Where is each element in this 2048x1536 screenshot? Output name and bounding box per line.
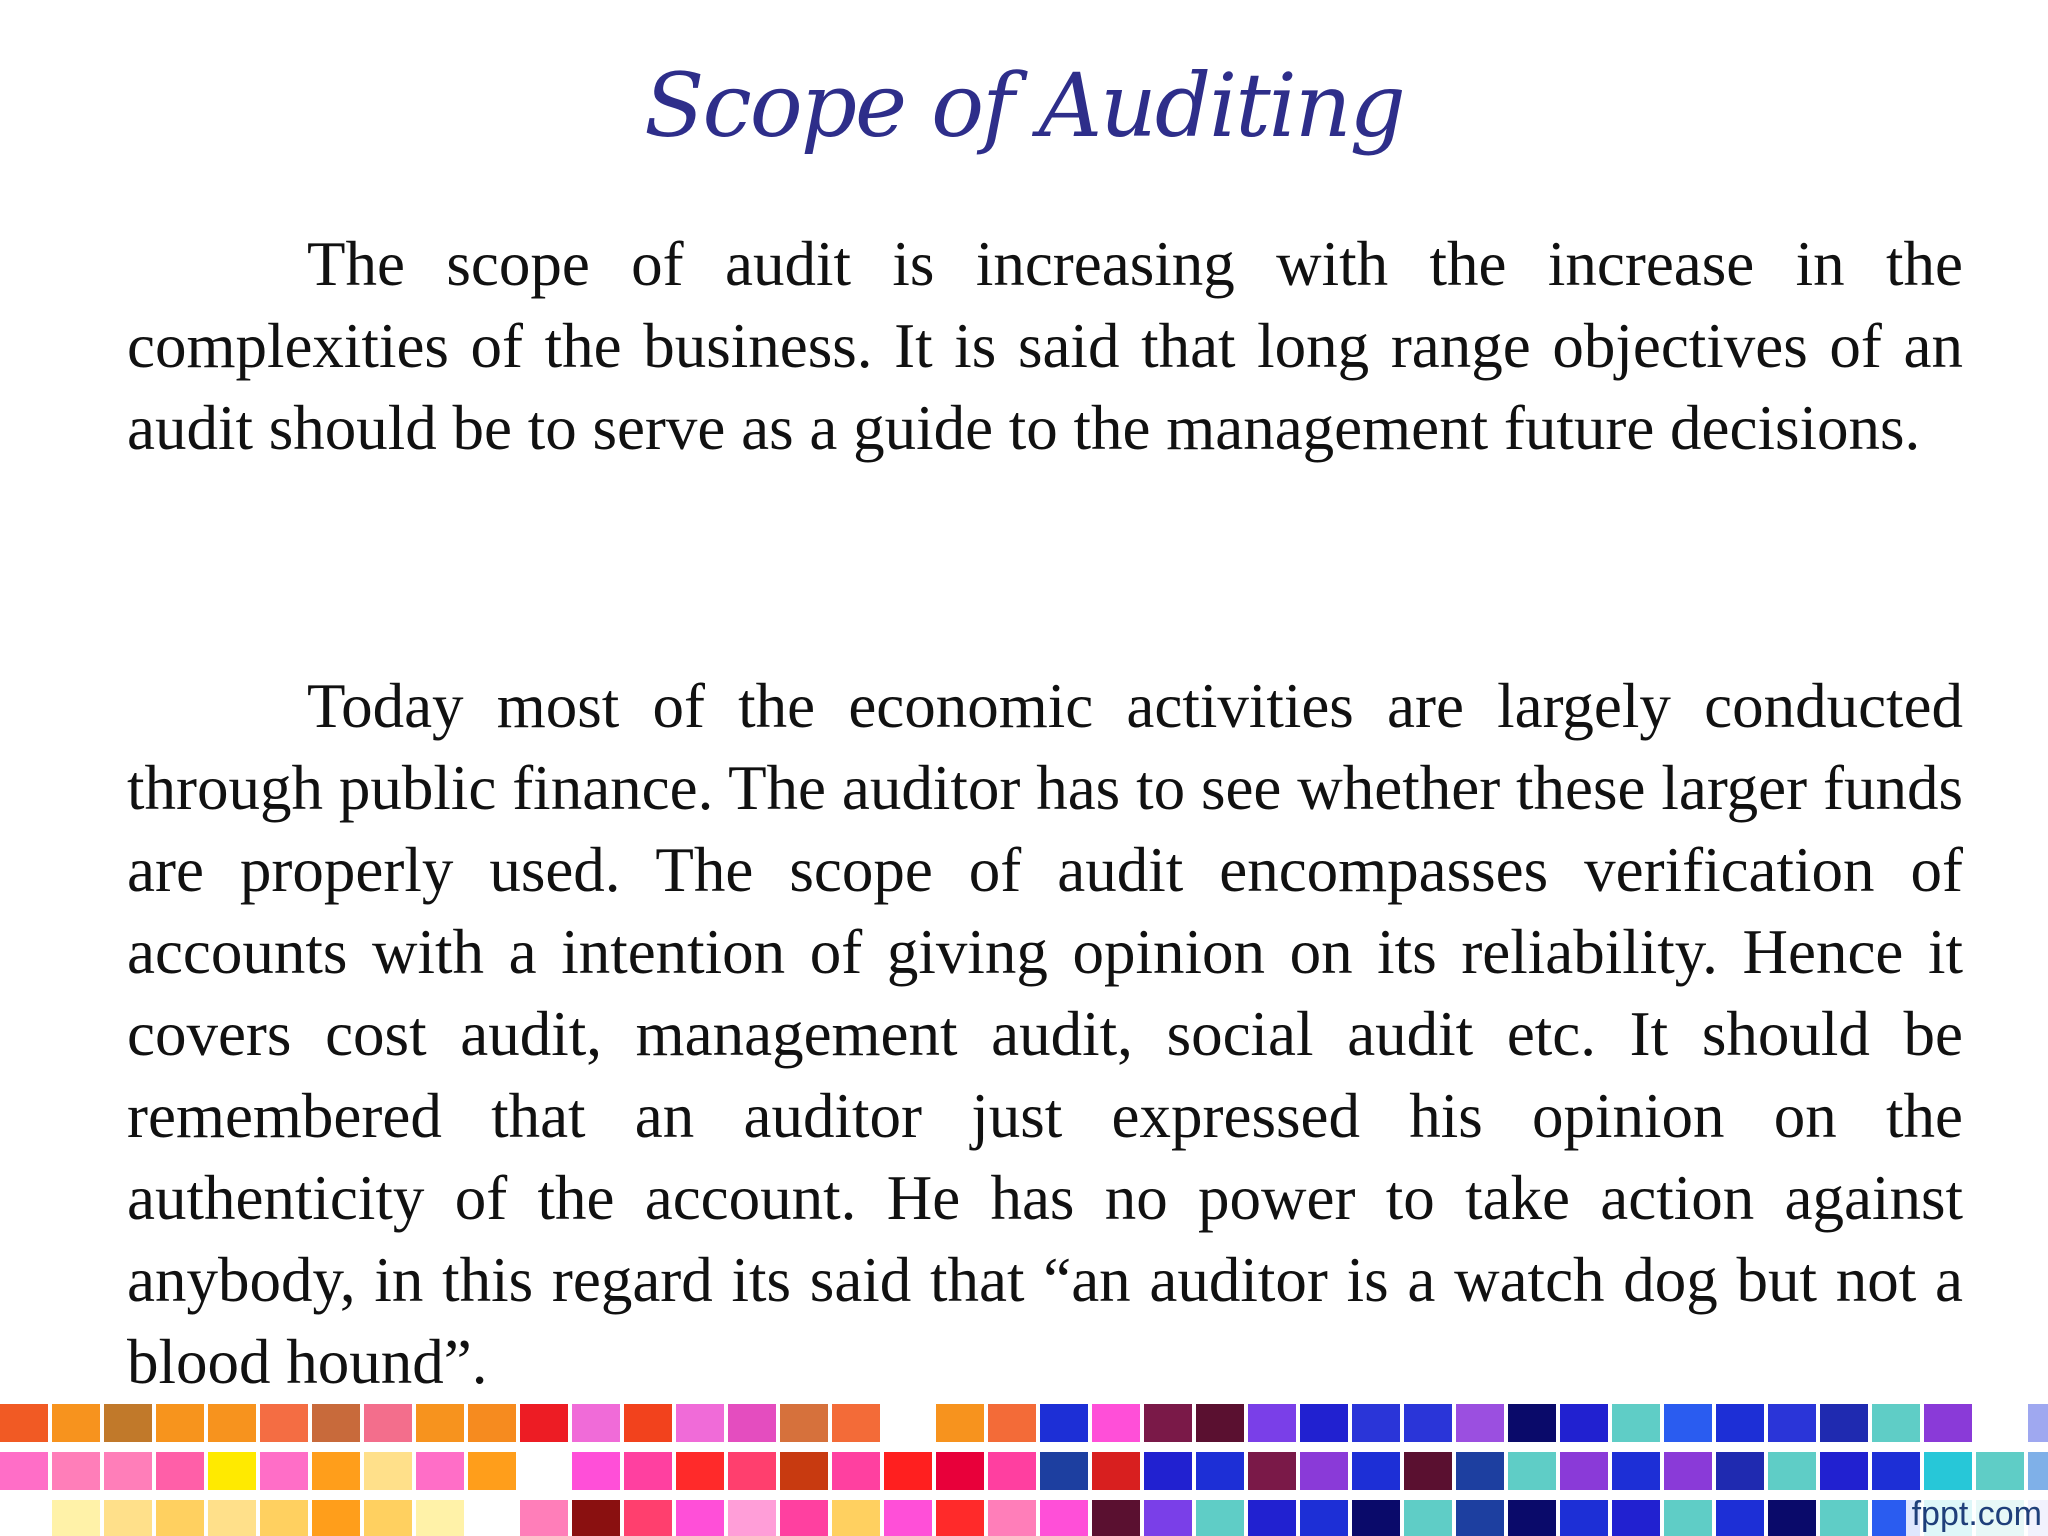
mosaic-tile <box>624 1500 672 1536</box>
mosaic-tile <box>1716 1500 1764 1536</box>
mosaic-tile <box>1092 1404 1140 1442</box>
mosaic-tile <box>104 1452 152 1490</box>
mosaic-tile <box>1196 1500 1244 1536</box>
mosaic-tile <box>416 1404 464 1442</box>
mosaic-tile <box>676 1500 724 1536</box>
mosaic-tile <box>1976 1452 2024 1490</box>
mosaic-tile <box>884 1500 932 1536</box>
mosaic-tile <box>1456 1500 1504 1536</box>
mosaic-tile <box>1144 1452 1192 1490</box>
color-mosaic-banner <box>0 1404 2048 1536</box>
mosaic-row-1 <box>0 1404 2048 1442</box>
mosaic-tile <box>1508 1500 1556 1536</box>
mosaic-tile <box>1196 1404 1244 1442</box>
mosaic-tile <box>2028 1404 2048 1442</box>
mosaic-tile <box>208 1452 256 1490</box>
mosaic-tile <box>676 1452 724 1490</box>
mosaic-row-2 <box>0 1452 2048 1490</box>
mosaic-tile <box>468 1452 516 1490</box>
mosaic-tile <box>1300 1404 1348 1442</box>
mosaic-tile <box>1768 1404 1816 1442</box>
mosaic-tile <box>1404 1452 1452 1490</box>
mosaic-tile <box>1144 1404 1192 1442</box>
mosaic-tile <box>1248 1452 1296 1490</box>
mosaic-tile <box>1248 1404 1296 1442</box>
mosaic-tile <box>728 1500 776 1536</box>
mosaic-tile <box>520 1500 568 1536</box>
mosaic-tile <box>208 1500 256 1536</box>
mosaic-tile <box>1508 1404 1556 1442</box>
mosaic-tile <box>1300 1452 1348 1490</box>
mosaic-tile <box>780 1404 828 1442</box>
mosaic-tile <box>936 1404 984 1442</box>
mosaic-tile <box>1040 1500 1088 1536</box>
mosaic-tile <box>260 1404 308 1442</box>
mosaic-tile <box>1612 1500 1660 1536</box>
mosaic-tile <box>936 1452 984 1490</box>
mosaic-tile <box>0 1500 48 1536</box>
mosaic-tile <box>1976 1404 2024 1442</box>
mosaic-tile <box>156 1500 204 1536</box>
mosaic-tile <box>1248 1500 1296 1536</box>
mosaic-tile <box>416 1500 464 1536</box>
mosaic-tile <box>1924 1404 1972 1442</box>
mosaic-tile <box>1040 1452 1088 1490</box>
mosaic-tile <box>1352 1500 1400 1536</box>
mosaic-tile <box>1664 1404 1712 1442</box>
mosaic-tile <box>312 1500 360 1536</box>
mosaic-tile <box>1820 1452 1868 1490</box>
mosaic-tile <box>0 1404 48 1442</box>
mosaic-tile <box>312 1404 360 1442</box>
mosaic-tile <box>884 1452 932 1490</box>
mosaic-tile <box>832 1452 880 1490</box>
mosaic-tile <box>468 1500 516 1536</box>
mosaic-tile <box>1352 1404 1400 1442</box>
mosaic-tile <box>676 1404 724 1442</box>
mosaic-tile <box>572 1500 620 1536</box>
mosaic-tile <box>156 1452 204 1490</box>
mosaic-tile <box>624 1452 672 1490</box>
mosaic-tile <box>884 1404 932 1442</box>
mosaic-tile <box>1144 1500 1192 1536</box>
mosaic-tile <box>1820 1500 1868 1536</box>
mosaic-tile <box>208 1404 256 1442</box>
mosaic-tile <box>572 1452 620 1490</box>
mosaic-tile <box>52 1404 100 1442</box>
mosaic-tile <box>1560 1404 1608 1442</box>
mosaic-tile <box>1404 1500 1452 1536</box>
mosaic-tile <box>728 1452 776 1490</box>
mosaic-tile <box>260 1500 308 1536</box>
mosaic-tile <box>1716 1452 1764 1490</box>
mosaic-tile <box>1560 1452 1608 1490</box>
mosaic-tile <box>364 1500 412 1536</box>
mosaic-tile <box>1456 1452 1504 1490</box>
mosaic-tile <box>468 1404 516 1442</box>
mosaic-tile <box>1040 1404 1088 1442</box>
mosaic-tile <box>728 1404 776 1442</box>
mosaic-tile <box>832 1500 880 1536</box>
mosaic-tile <box>416 1452 464 1490</box>
mosaic-tile <box>1820 1404 1868 1442</box>
mosaic-tile <box>364 1452 412 1490</box>
mosaic-tile <box>52 1500 100 1536</box>
mosaic-tile <box>1664 1500 1712 1536</box>
mosaic-tile <box>104 1500 152 1536</box>
body-paragraph-1: The scope of audit is increasing with the increase in the complexities of the business. It is said that long range objectives of an audit should be to serve as a guide to the management future decisions. <box>127 229 1963 463</box>
mosaic-tile <box>1092 1452 1140 1490</box>
mosaic-tile <box>1924 1452 1972 1490</box>
mosaic-tile <box>1456 1404 1504 1442</box>
mosaic-tile <box>1664 1452 1712 1490</box>
mosaic-tile <box>936 1500 984 1536</box>
mosaic-tile <box>1716 1404 1764 1442</box>
body-paragraph-2: Today most of the economic activities are largely conducted through public finance. The auditor has to see whether these larger funds are properly used. The scope of audit encompasses verification of accounts with a intention of giving opinion on its reliability. Hence it covers cost audit, management audit, social audit etc. It should be remembered that an auditor just expressed his opinion on the authenticity of the account. He has no power to take action against anybody, in this regard its said that “an auditor is a watch dog but not a blood hound”. <box>127 671 1963 1397</box>
mosaic-tile <box>832 1404 880 1442</box>
mosaic-tile <box>780 1500 828 1536</box>
mosaic-tile <box>1300 1500 1348 1536</box>
mosaic-tile <box>1768 1500 1816 1536</box>
mosaic-tile <box>1612 1452 1660 1490</box>
mosaic-tile <box>1196 1452 1244 1490</box>
mosaic-tile <box>260 1452 308 1490</box>
mosaic-tile <box>1092 1500 1140 1536</box>
mosaic-tile <box>0 1452 48 1490</box>
mosaic-tile <box>364 1404 412 1442</box>
mosaic-tile <box>104 1404 152 1442</box>
mosaic-tile <box>988 1404 1036 1442</box>
mosaic-tile <box>1404 1404 1452 1442</box>
mosaic-tile <box>2028 1452 2048 1490</box>
mosaic-row-3 <box>0 1500 2048 1536</box>
mosaic-tile <box>156 1404 204 1442</box>
mosaic-tile <box>1612 1404 1660 1442</box>
mosaic-tile <box>1352 1452 1400 1490</box>
mosaic-tile <box>988 1500 1036 1536</box>
mosaic-tile <box>520 1452 568 1490</box>
mosaic-tile <box>988 1452 1036 1490</box>
mosaic-tile <box>52 1452 100 1490</box>
mosaic-tile <box>572 1404 620 1442</box>
mosaic-tile <box>780 1452 828 1490</box>
mosaic-tile <box>520 1404 568 1442</box>
mosaic-tile <box>1508 1452 1556 1490</box>
mosaic-tile <box>1560 1500 1608 1536</box>
mosaic-tile <box>312 1452 360 1490</box>
fppt-logo: fppt.com <box>1906 1492 2048 1536</box>
slide-title: Scope of Auditing <box>644 54 1404 157</box>
mosaic-tile <box>624 1404 672 1442</box>
mosaic-tile <box>1768 1452 1816 1490</box>
mosaic-tile <box>1872 1404 1920 1442</box>
mosaic-tile <box>1872 1452 1920 1490</box>
